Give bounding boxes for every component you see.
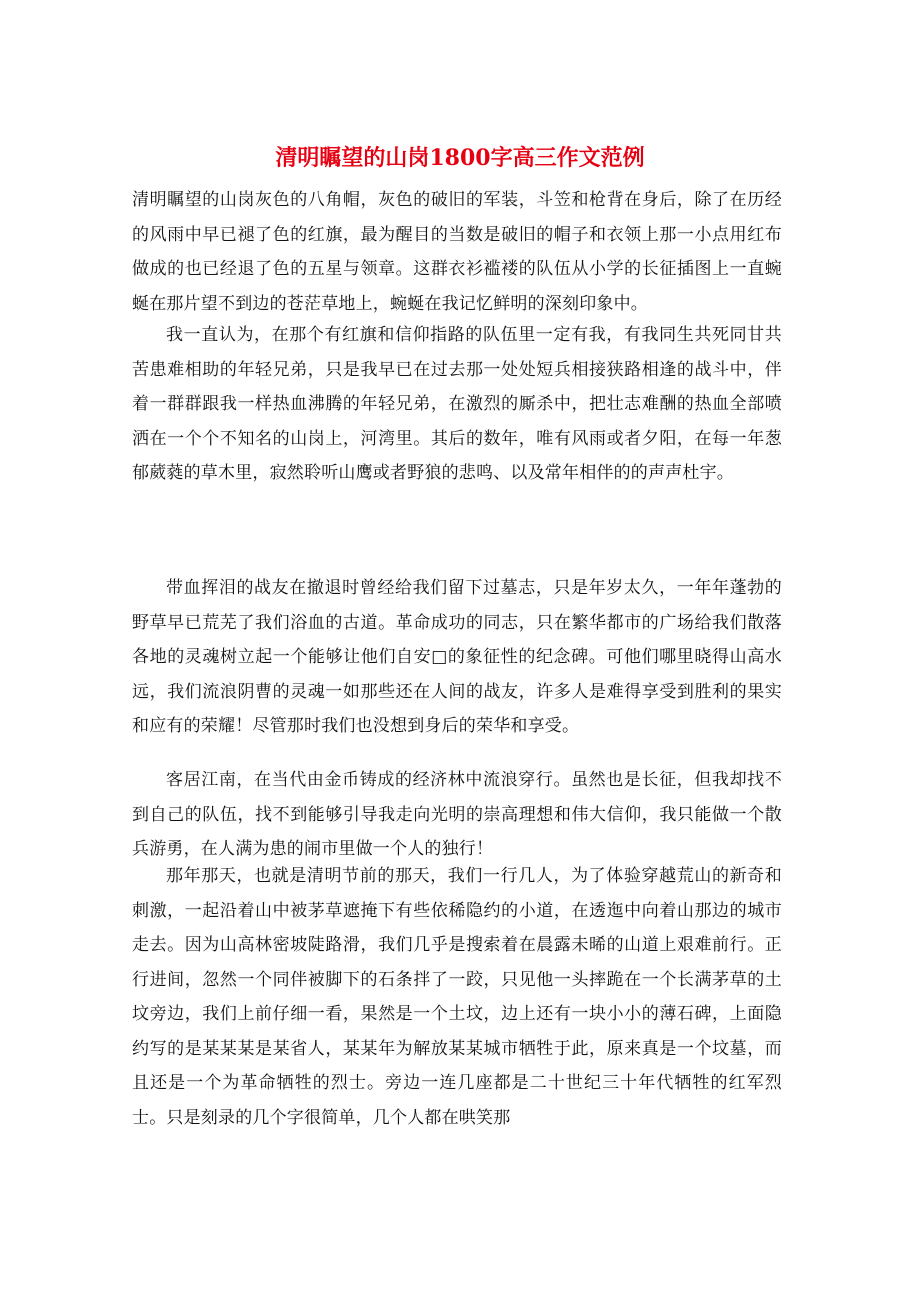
paragraph-1: 我一直认为，在那个有红旗和信仰指路的队伍里一定有我，有我同生共死同甘共苦患难相助的年轻兄弟，只是我早已在过去那一处处短兵相接狭路相逢的战斗中，伴着一群群跟我一样热血沸腾的年轻兄弟，在激烈的厮杀中，把壮志难酬的热血全部喷洒在一个个不知名的山岗上，河湾里。其后的数年，唯有风雨或者夕阳，在每一年葱郁葳蕤的草木里，寂然聆听山鹰或者野狼的悲鸣、以及常年相伴的的声声杜宇。 <box>132 325 782 483</box>
paragraph-3: 客居江南，在当代由金币铸成的经济林中流浪穿行。虽然也是长征，但我却找不到自己的队伍，找不到能够引导我走向光明的崇高理想和伟大信仰，我只能做一个散兵游勇，在人满为患的闹市里做一个人的独行！ <box>132 770 782 859</box>
document-title: 清明瞩望的山岗1800字高三作文范例 <box>275 145 645 171</box>
paragraph-4: 那年那天，也就是清明节前的那天，我们一行几人，为了体验穿越荒山的新奇和刺激，一起沿着山中被茅草遮掩下有些依稀隐约的小道，在透迤中向着山那边的城市走去。因为山高林密坡陡路滑，我们几乎是搜索着在晨露未晞的山道上艰难前行。正行进间，忽然一个同伴被脚下的石条拌了一跤，只见他一头摔跪在一个长满茅草的土坟旁边，我们上前仔细一看，果然是一个土坟，边上还有一块小小的薄石碑，上面隐约写的是某某某是某省人，某某年为解放某某城市牺牲于此，原来真是一个坟墓，而且还是一个为革命牺牲的烈士。旁边一连几座都是二十世纪三十年代牺牲的红军烈士。只是刻录的几个字很简单，几个人都在哄笑那 <box>132 866 782 1128</box>
paragraph-2: 带血挥泪的战友在撤退时曾经给我们留下过墓志，只是年岁太久，一年年蓬勃的野草早已荒芜了我们浴血的古道。革命成功的同志，只在繁华都市的广场给我们散落各地的灵魂树立起一个能够让他们自安□的象征性的纪念碑。可他们哪里晓得山高水远，我们流浪阴曹的灵魂一如那些还在人间的战友，许多人是难得享受到胜利的果实和应有的荣耀！尽管那时我们也没想到身后的荣华和享受。 <box>132 578 782 736</box>
intro-paragraph: 清明瞩望的山岗灰色的八角帽，灰色的破旧的军装，斗笠和枪背在身后，除了在历经的风雨中早已褪了色的红旗，最为醒目的当数是破旧的帽子和衣领上那一小点用红布做成的也已经退了色的五星与领章。这群衣衫褴褛的队伍从小学的长征插图上一直蜿蜒在那片望不到边的苍茫草地上，蜿蜒在我记忆鲜明的深刻印象中。 <box>132 190 782 314</box>
